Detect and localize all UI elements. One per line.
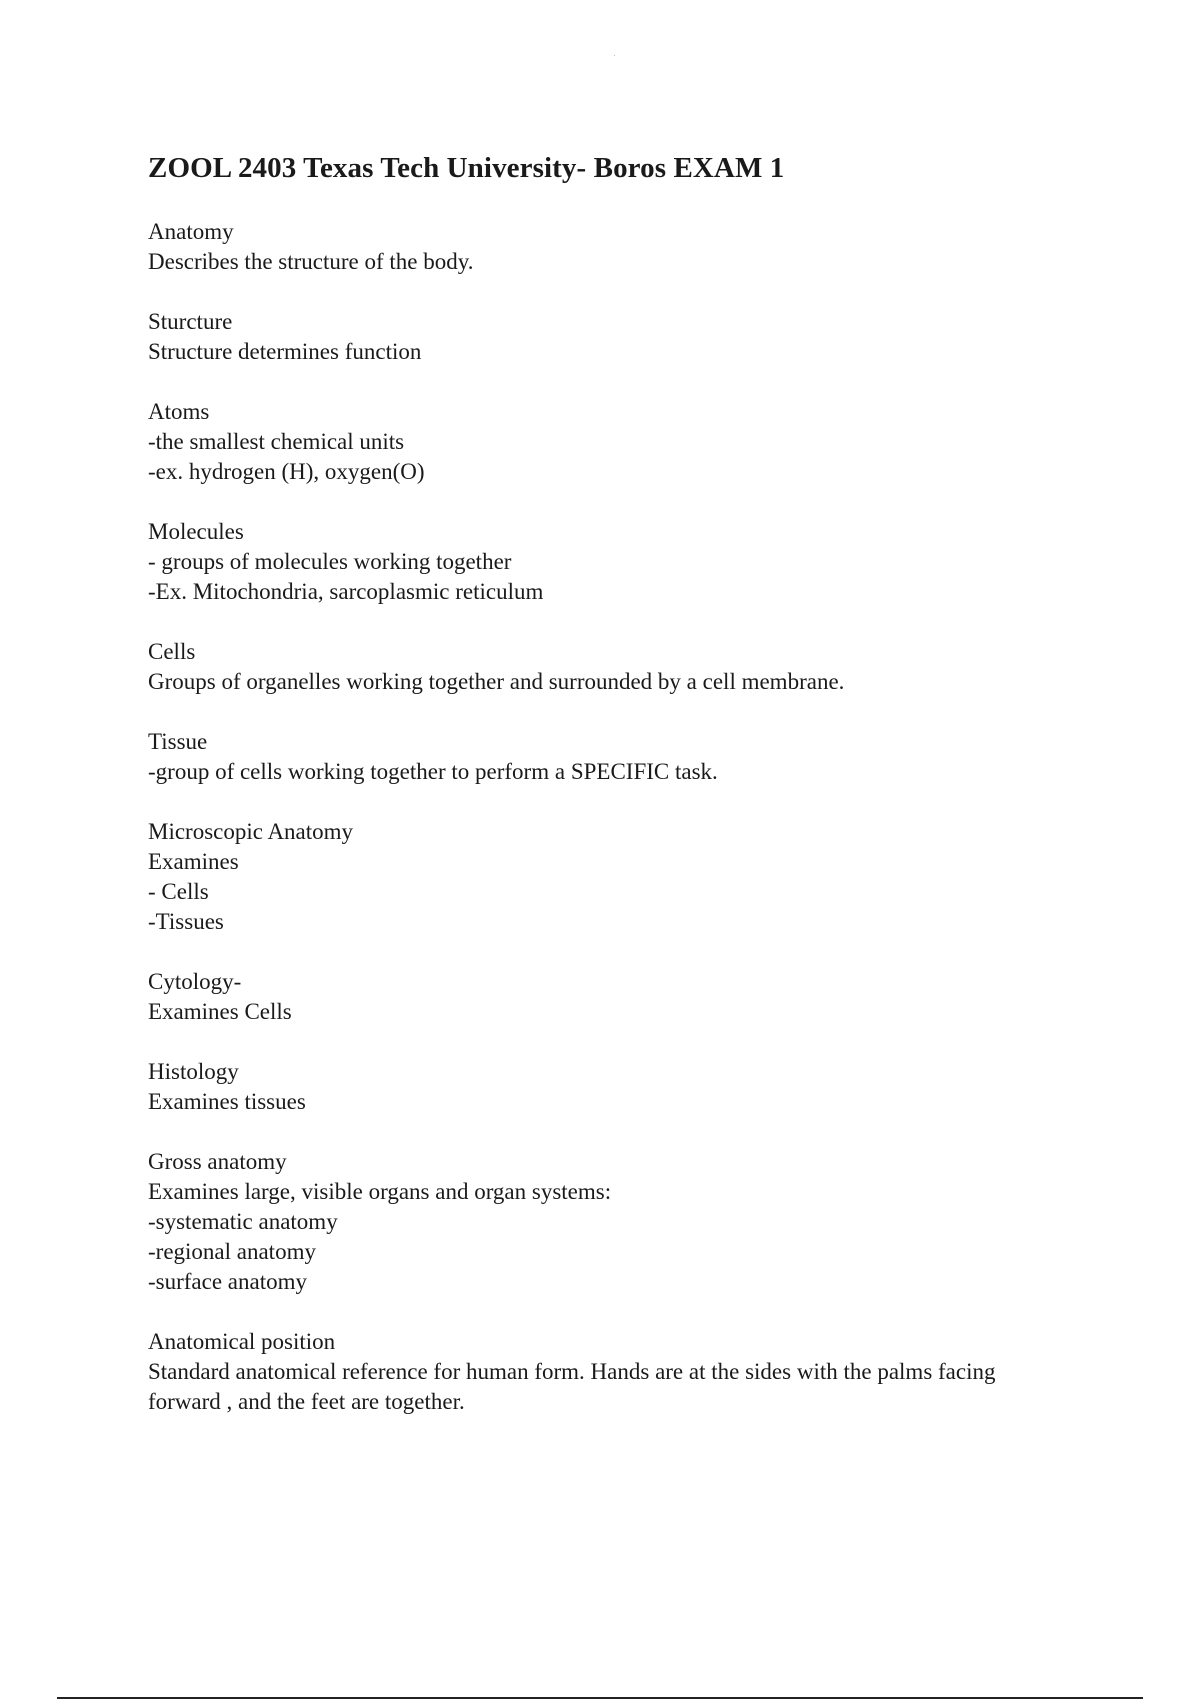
entry-term: Sturcture bbox=[148, 309, 233, 334]
entry-molecules bbox=[148, 517, 1068, 607]
entry-term: Atoms bbox=[148, 399, 210, 424]
entry-line: -Tissues bbox=[148, 909, 224, 934]
entry-term: Tissue bbox=[148, 729, 208, 754]
entry-line: -the smallest chemical units bbox=[148, 429, 405, 454]
document-title: ZOOL 2403 Texas Tech University- Boros EXAM 1 bbox=[148, 152, 785, 184]
entry-sturcture bbox=[148, 307, 1068, 367]
entry-line: Describes the structure of the body. bbox=[148, 249, 474, 274]
entry-term: Cytology- bbox=[148, 969, 242, 994]
entry-tissue bbox=[148, 727, 1068, 787]
entry-line: -surface anatomy bbox=[148, 1269, 308, 1294]
entry-gross-anatomy bbox=[148, 1147, 1068, 1297]
entry-line: -ex. hydrogen (H), oxygen(O) bbox=[148, 459, 425, 484]
entry-term: Anatomy bbox=[148, 219, 234, 244]
entry-line: Examines bbox=[148, 849, 239, 874]
entry-line: -systematic anatomy bbox=[148, 1209, 338, 1234]
entry-term: Anatomical position bbox=[148, 1329, 336, 1354]
scan-speck bbox=[614, 55, 615, 56]
entry-line: -regional anatomy bbox=[148, 1239, 316, 1264]
entry-line: Groups of organelles working together and surrounded by a cell membrane. bbox=[148, 669, 845, 694]
entry-microscopic-anatomy bbox=[148, 817, 1068, 937]
entry-line: Structure determines function bbox=[148, 339, 422, 364]
entry-cytology bbox=[148, 967, 1068, 1027]
entry-atoms bbox=[148, 397, 1068, 487]
entry-cells bbox=[148, 637, 1068, 697]
entry-term: Molecules bbox=[148, 519, 244, 544]
study-entries bbox=[148, 217, 1068, 1447]
entry-term: Microscopic Anatomy bbox=[148, 819, 354, 844]
entry-anatomical-position bbox=[148, 1327, 1068, 1417]
entry-line: Standard anatomical reference for human form. Hands are at the sides with the palms facing forward , and the feet are together. bbox=[148, 1359, 996, 1414]
entry-line: - Cells bbox=[148, 879, 209, 904]
entry-term: Gross anatomy bbox=[148, 1149, 287, 1174]
page-bottom-rule bbox=[57, 1697, 1143, 1699]
entry-line: Examines tissues bbox=[148, 1089, 306, 1114]
entry-histology bbox=[148, 1057, 1068, 1117]
entry-term: Histology bbox=[148, 1059, 239, 1084]
entry-line: Examines large, visible organs and organ systems: bbox=[148, 1179, 612, 1204]
entry-line: - groups of molecules working together bbox=[148, 549, 512, 574]
entry-anatomy bbox=[148, 217, 1068, 277]
entry-term: Cells bbox=[148, 639, 196, 664]
entry-line: Examines Cells bbox=[148, 999, 292, 1024]
entry-line: -Ex. Mitochondria, sarcoplasmic reticulum bbox=[148, 579, 544, 604]
entry-line: -group of cells working together to perform a SPECIFIC task. bbox=[148, 759, 718, 784]
